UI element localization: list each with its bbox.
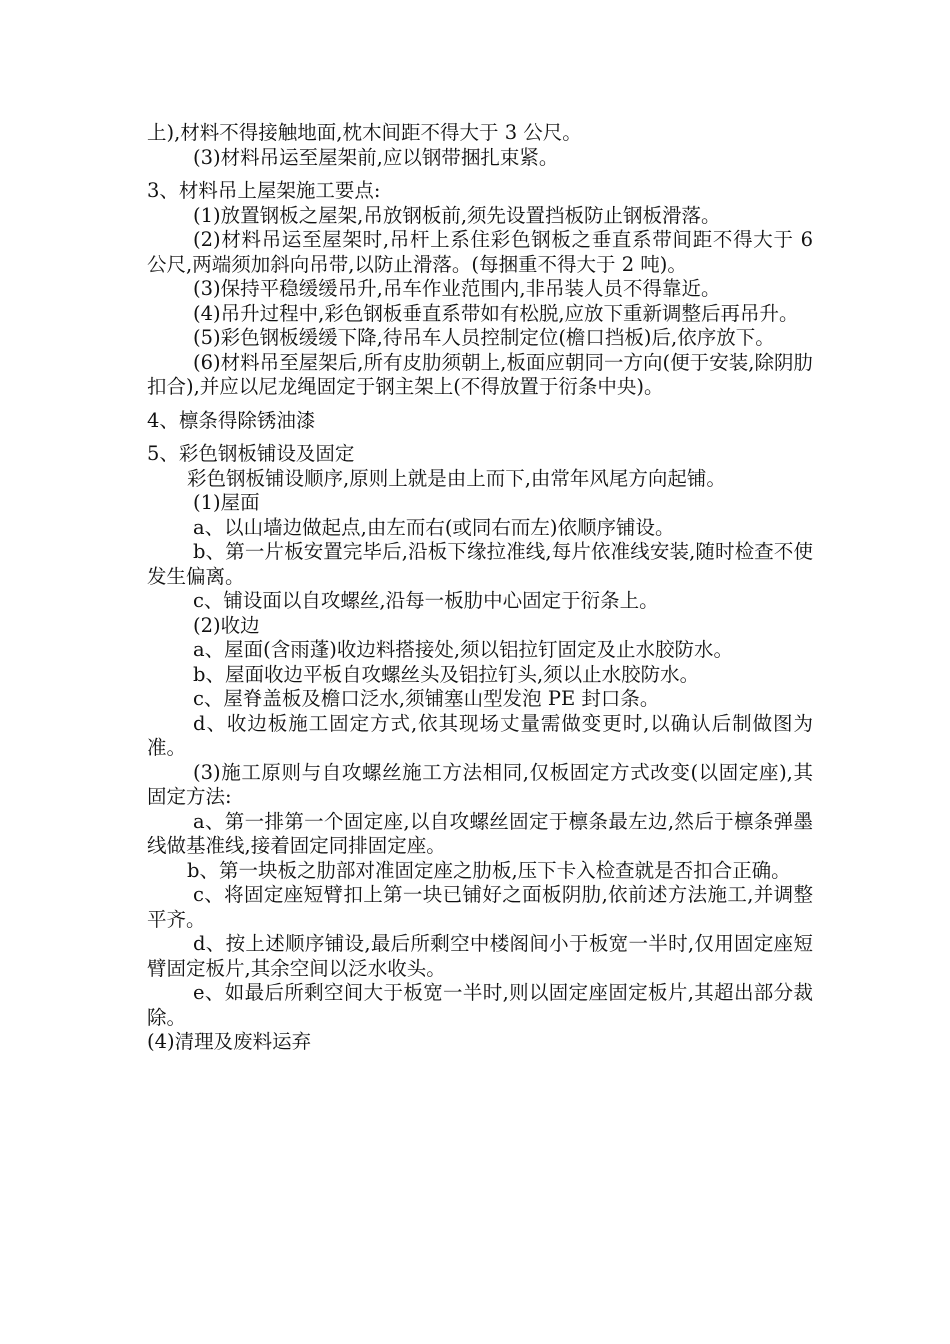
subheading-cleanup: (4)清理及废料运弃	[147, 1030, 312, 1053]
paragraph-16: c、铺设面以自攻螺丝,沿每一板肋中心固定于衍条上。	[193, 589, 659, 612]
paragraph-12: 彩色钢板铺设顺序,原则上就是由上而下,由常年风尾方向起铺。	[187, 466, 726, 490]
paragraph-27: e、如最后所剩空间大于板宽一半时,则以固定座固定板片,其超出部分裁除。	[147, 981, 813, 1029]
paragraph-21: d、收边板施工固定方式,依其现场丈量需做变更时,以确认后制做图为准。	[147, 711, 813, 759]
paragraph-19: b、屋面收边平板自攻螺丝头及铝拉钉头,须以止水胶防水。	[193, 662, 700, 686]
paragraph-5: (2)材料吊运至屋架时,吊杆上系住彩色钢板之垂直系带间距不得大于 6 公尺,两端须加斜向吊带,以防止滑落。(每捆重不得大于 2 吨)。	[147, 228, 813, 276]
paragraph-24: b、第一块板之肋部对准固定座之肋板,压下卡入检查就是否扣合正确。	[187, 858, 791, 882]
section-heading-3: 3、材料吊上屋架施工要点:	[147, 179, 381, 202]
paragraph-9: (6)材料吊至屋架后,所有皮肋须朝上,板面应朝同一方向(便于安装,除阴肋扣合),并应以尼龙绳固定于钢主架上(不得放置于衍条中央)。	[147, 350, 813, 398]
paragraph-1: 上),材料不得接触地面,枕木间距不得大于 3 公尺。	[147, 121, 582, 144]
section-heading-5: 5、彩色钢板铺设及固定	[147, 442, 355, 465]
paragraph-2: (3)材料吊运至屋架前,应以钢带捆扎束紧。	[193, 145, 559, 169]
document-body	[147, 121, 813, 1055]
paragraph-7: (4)吊升过程中,彩色钢板垂直系带如有松脱,应放下重新调整后再吊升。	[193, 301, 799, 325]
paragraph-25: c、将固定座短臂扣上第一块已铺好之面板阴肋,依前述方法施工,并调整平齐。	[147, 883, 813, 931]
paragraph-26: d、按上述顺序铺设,最后所剩空中楼阁间小于板宽一半时,仅用固定座短臂固定板片,其余空间以泛水收头。	[147, 932, 813, 980]
paragraph-4: (1)放置钢板之屋架,吊放钢板前,须先设置挡板防止钢板滑落。	[193, 203, 721, 227]
subheading-roof: (1)屋面	[193, 491, 260, 514]
paragraph-23: a、第一排第一个固定座,以自攻螺丝固定于檩条最左边,然后于檩条弹墨线做基准线,接着固定同排固定座。	[147, 809, 813, 857]
paragraph-8: (5)彩色钢板缓缓下降,待吊车人员控制定位(檐口挡板)后,依序放下。	[193, 326, 775, 349]
paragraph-20: c、屋脊盖板及檐口泛水,须铺塞山型发泡 PE 封口条。	[193, 687, 660, 710]
paragraph-22: (3)施工原则与自攻螺丝施工方法相同,仅板固定方式改变(以固定座),其固定方法:	[147, 760, 813, 808]
subheading-edging: (2)收边	[193, 613, 260, 637]
section-heading-4: 4、檩条得除锈油漆	[147, 408, 316, 432]
paragraph-6: (3)保持平稳缓缓吊升,吊车作业范围内,非吊装人员不得靠近。	[193, 277, 721, 300]
paragraph-15: b、第一片板安置完毕后,沿板下缘拉准线,每片依准线安装,随时检查不使发生偏离。	[147, 540, 813, 588]
paragraph-18: a、屋面(含雨蓬)收边料搭接处,须以铝拉钉固定及止水胶防水。	[193, 638, 734, 661]
paragraph-14: a、以山墙边做起点,由左而右(或同右而左)依顺序铺设。	[193, 515, 675, 539]
